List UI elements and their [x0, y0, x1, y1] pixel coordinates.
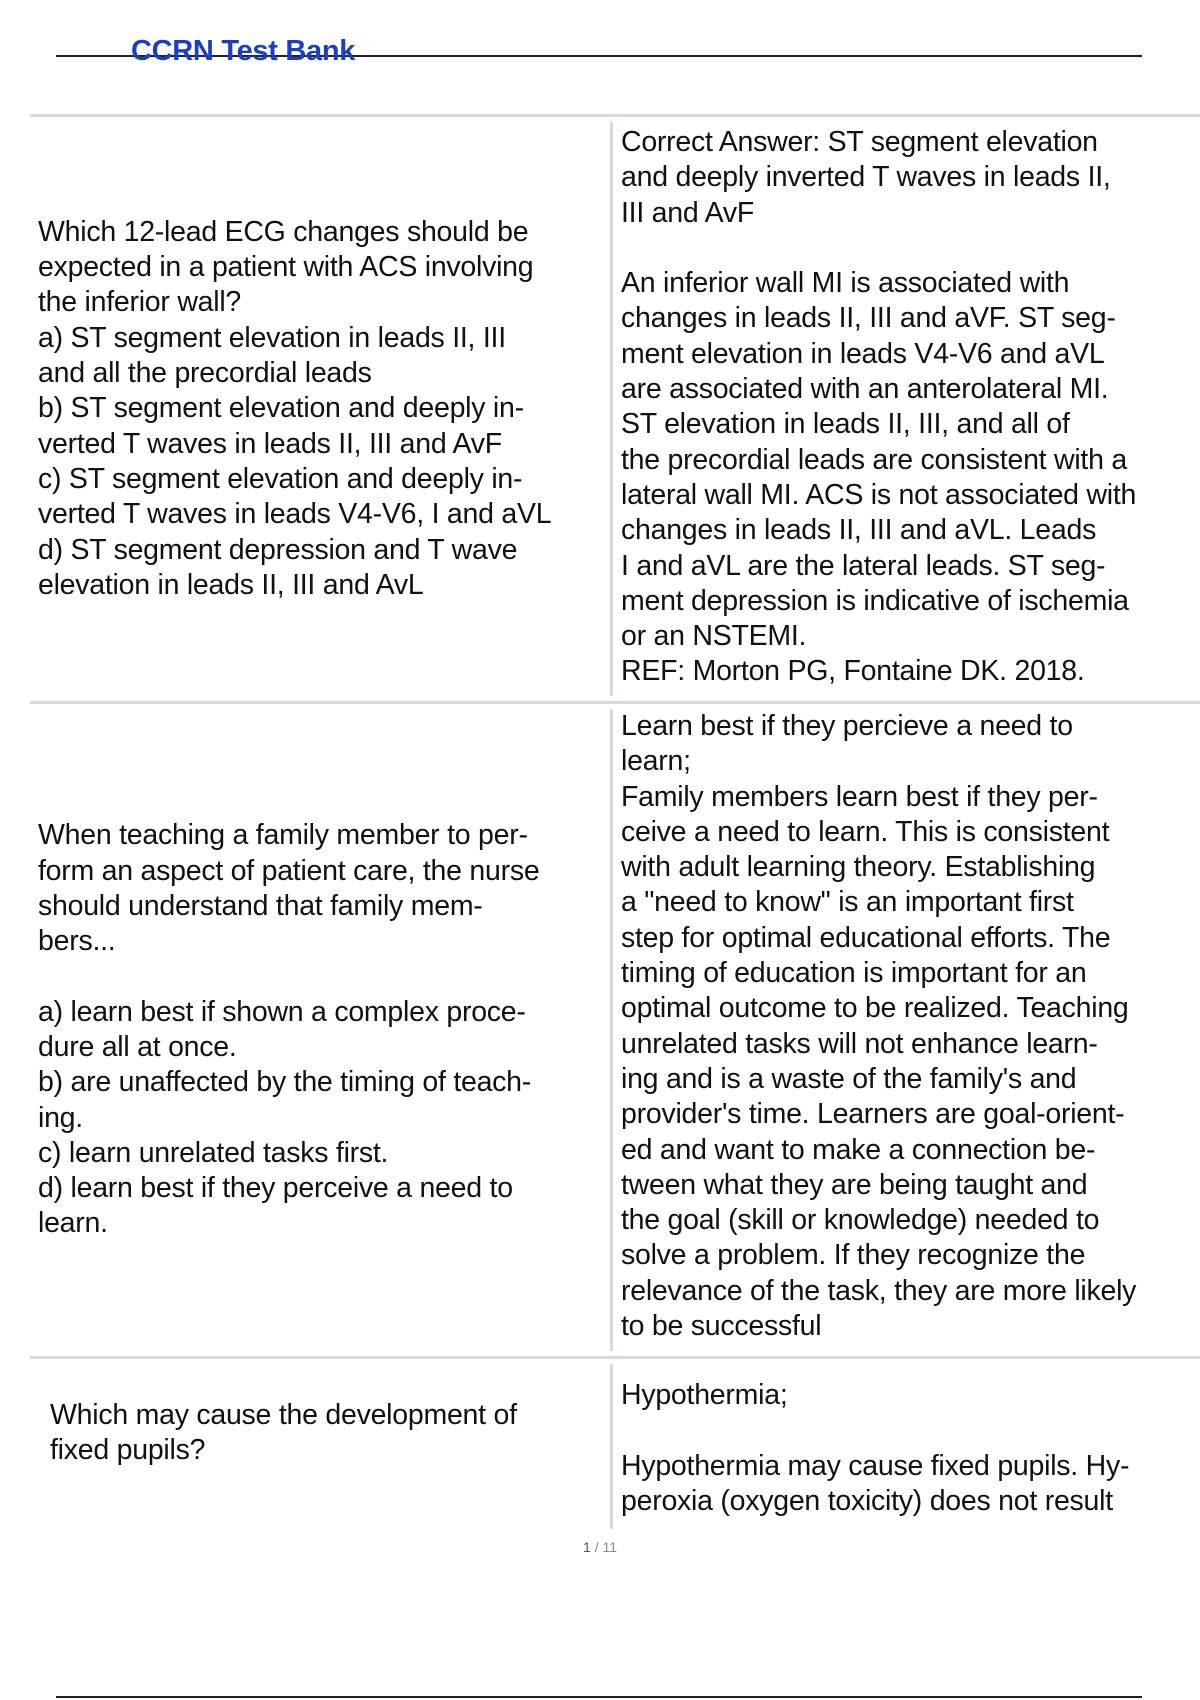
current-page: 1 — [583, 1539, 591, 1555]
qa-table — [30, 114, 1200, 1529]
answer-cell — [613, 1359, 1200, 1529]
question-cell — [30, 1359, 610, 1529]
answer-cell — [613, 704, 1200, 1356]
answer-text: Hypothermia; Hypothermia may cause fixed pupils. Hy- peroxia (oxygen toxicity) does not result — [621, 1379, 1130, 1517]
answer-cell — [613, 117, 1200, 701]
qa-row — [30, 117, 1200, 701]
question-text: Which 12-lead ECG changes should be expected in a patient with ACS involving the inferior wall? a) ST segment elevation in leads II, III and all the precordial leads b) ST segment elevation and deeply in- verted T waves in leads II, III and AvF c) ST segment elevation and deeply in- verted T waves in leads V4-V6, I and aVL d) ST segment depression and T wave elevation in leads II, III and AvL — [38, 215, 552, 601]
qa-row — [30, 704, 1200, 1356]
qa-row — [30, 1359, 1200, 1529]
question-cell — [30, 117, 610, 701]
footer-rule — [56, 1696, 1142, 1698]
question-text: When teaching a family member to per- form an aspect of patient care, the nurse should understand that family mem- bers... a) learn best if shown a complex proce- dure all at once. b) are unaffected by the timing of teach- ing. c) learn unrelated tasks first. d) learn best if they perceive a need to learn. — [38, 819, 540, 1240]
document-title: CCRN Test Bank — [131, 35, 356, 67]
answer-text: Learn best if they percieve a need to learn; Family members learn best if they per- ceive a need to learn. This is consistent with adult learning theory. Establishing a "need to know" is an important first step for optimal educational efforts. The timing of education is important for an optimal outcome to be realized. Teaching unrelated tasks will not enhance learn- ing and is a waste of the family's and provider's time. Learners are goal-orient- ed and want to make a connection be- tween what they are being taught and the goal (skill or knowledge) needed to solve a problem. If they recognize the relevance of the task, they are more likely to be successful — [621, 710, 1137, 1343]
question-cell — [30, 704, 610, 1356]
question-text: Which may cause the development of fixed pupils? — [50, 1399, 517, 1467]
answer-text: Correct Answer: ST segment elevation and deeply inverted T waves in leads II, III and AvF An inferior wall MI is associated with changes in leads II, III and aVF. ST seg- ment elevation in leads V4-V6 and aVL are associated with an anterolateral MI. ST elevation in leads II, III, and all of the precordial leads are consistent with a lateral wall MI. ACS is not associated with changes in leads II, III and aVL. Leads I and aVL are the lateral leads. ST seg- ment depression is indicative of ischemia or an NSTEMI. REF: Morton PG, Fontaine DK. 2018. — [621, 126, 1137, 688]
page-indicator — [0, 1539, 1200, 1555]
total-pages: / 11 — [594, 1539, 617, 1555]
